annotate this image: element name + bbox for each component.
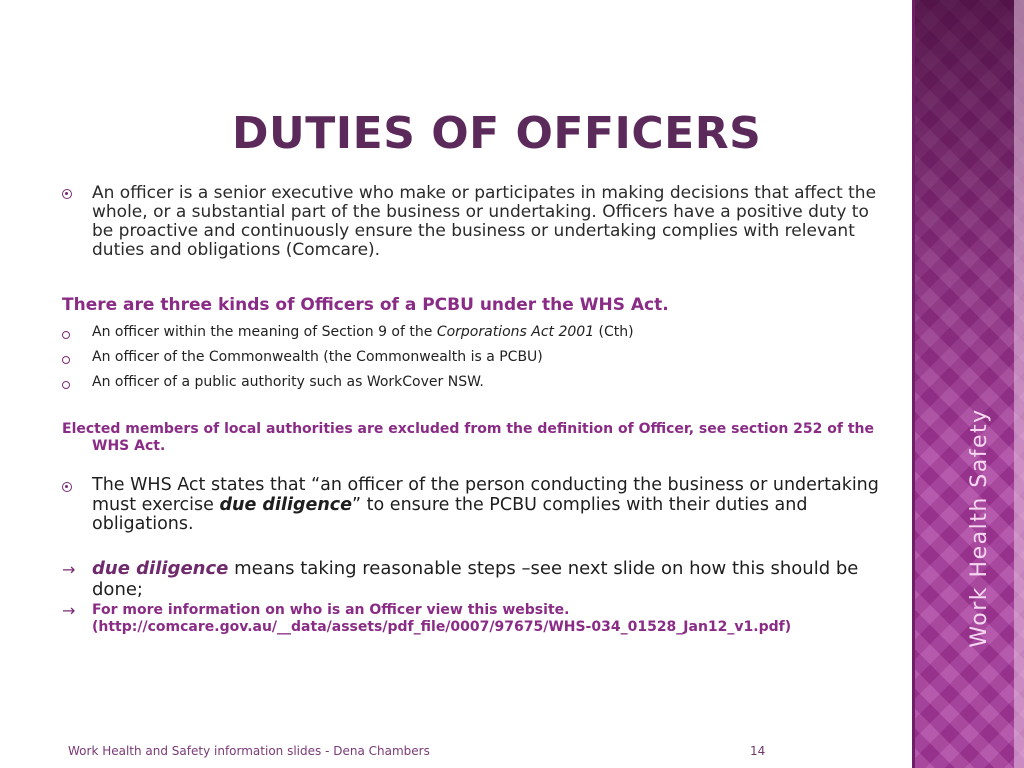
arrow-right-icon: → [62, 601, 76, 620]
circle-bullet-icon [62, 482, 72, 492]
small-circle-bullet-icon [62, 381, 70, 389]
arrow-item-due-diligence [92, 558, 892, 600]
sidebar-edge [1014, 0, 1024, 768]
more-info-text: For more information on who is an Officer view this website. [92, 602, 570, 618]
bullet-officer-definition: An officer is a senior executive who make or participates in making decisions that affect the whole, or a substantial part of the business or undertaking. Officers have a positive duty to be proactive and continuously ensure the business or undertaking complies with relevant duties and obligations (Comcare). [92, 183, 877, 260]
arrow1-text: means taking reasonable steps –see next slide on how this should be done; [92, 558, 859, 600]
slide-footer: Work Health and Safety information slides - Dena Chambers [68, 744, 430, 758]
circle-bullet-icon [62, 189, 72, 199]
page-title: DUTIES OF OFFICERS [232, 108, 762, 159]
bullet2-text: The WHS Act states that “an officer of the person conducting the business or undertaking must exercise [92, 475, 879, 515]
bullet2-text-end: ” to ensure the PCBU complies with their duties and obligations. [92, 494, 808, 534]
page-number: 14 [750, 744, 766, 758]
elected-line-2: WHS Act. [92, 438, 166, 454]
bullet-due-diligence-duty [92, 476, 892, 535]
sidebar-title: Work Health Safety [967, 408, 992, 648]
section-heading: There are three kinds of Officers of a PCBU under the WHS Act. [62, 295, 669, 315]
arrow-right-icon: → [62, 560, 76, 579]
small-circle-bullet-icon [62, 331, 70, 339]
small-circle-bullet-icon [62, 356, 70, 364]
sub-item-commonwealth: An officer of the Commonwealth (the Commonwealth is a PCBU) [92, 349, 543, 365]
elected-members-note [62, 421, 902, 455]
arrow-item-more-info [92, 602, 892, 636]
sub-item-text: An officer within the meaning of Section 9 of the [92, 324, 437, 340]
more-info-link[interactable]: (http://comcare.gov.au/__data/assets/pdf_file/0007/97675/WHS-034_01528_Jan12_v1.pdf) [92, 619, 792, 635]
sub-item-section-9 [92, 324, 892, 340]
sub-item-text-end: (Cth) [594, 324, 634, 340]
elected-line-1: Elected members of local authorities are excluded from the definition of Officer, see section 252 of the [62, 421, 875, 437]
bullet2-emphasis: due diligence [219, 494, 353, 515]
arrow1-emphasis: due diligence [92, 558, 229, 579]
sub-item-public-authority: An officer of a public authority such as WorkCover NSW. [92, 374, 484, 390]
sub-item-italic: Corporations Act 2001 [436, 324, 595, 340]
